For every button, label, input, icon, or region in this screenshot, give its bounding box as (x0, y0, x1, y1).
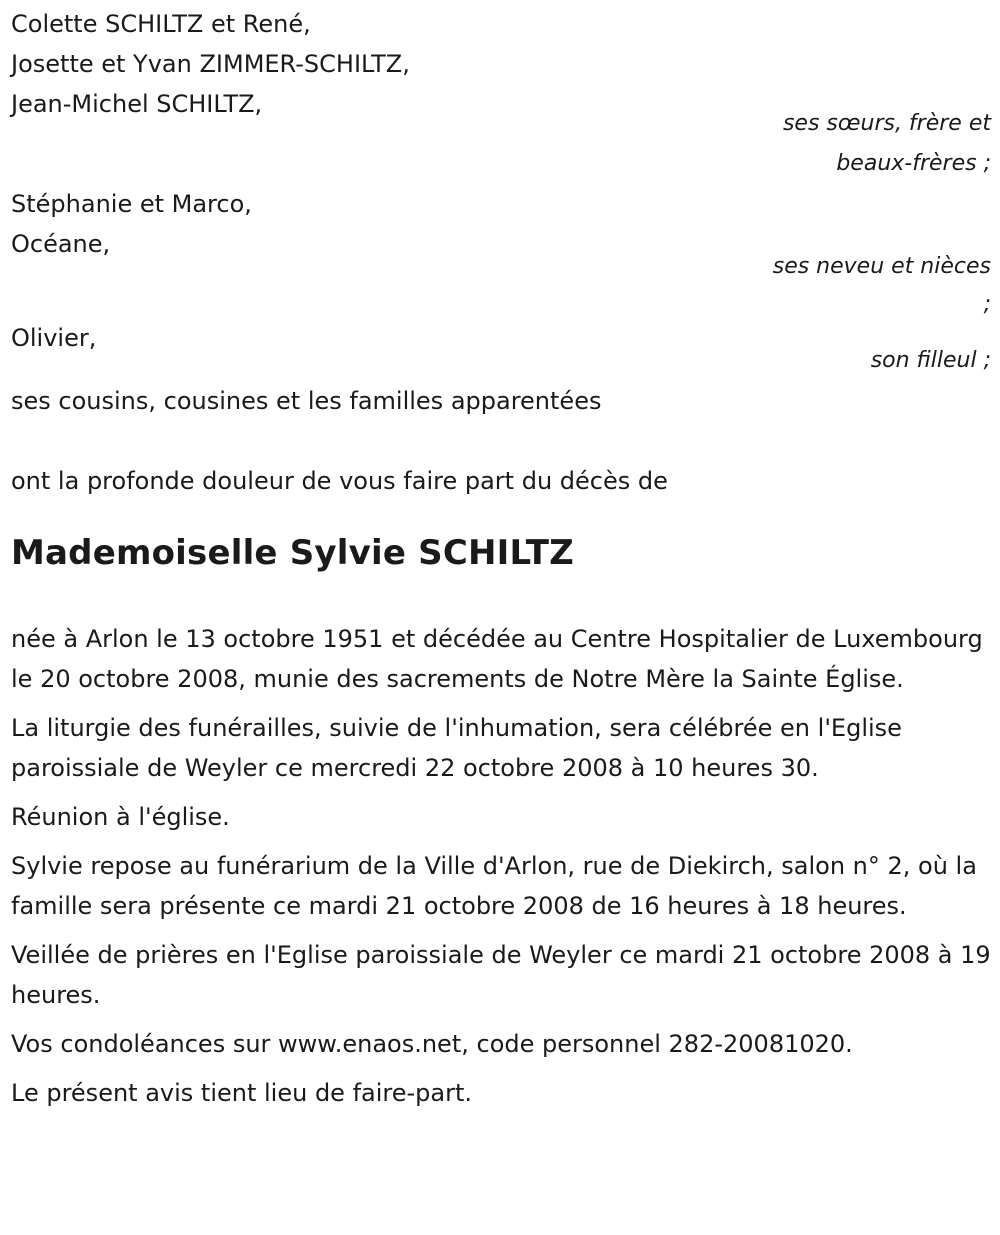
relation-label: beaux-frères ; (836, 151, 991, 176)
deceased-name: Mademoiselle Sylvie SCHILTZ (11, 533, 574, 573)
relation-label: son filleul ; (870, 348, 991, 373)
closing-paragraph: Le présent avis tient lieu de faire-part. (11, 1079, 473, 1107)
relation-label: ses sœurs, frère et (782, 111, 991, 136)
death-notice (11, 4, 991, 1113)
birth-death-paragraph: née à Arlon le 13 octobre 1951 et décédée au Centre Hospitalier de Luxembourg le 20 octobre 2008, munie des sacrements de Notre Mère la Sainte Église. (11, 625, 983, 693)
family-member-line: Olivier, (11, 324, 97, 352)
relation-label: ses neveu et nièces (772, 254, 991, 279)
family-member-line: Josette et Yvan ZIMMER-SCHILTZ, (11, 50, 410, 78)
family-member-line: ses cousins, cousines et les familles apparentées (11, 387, 602, 415)
funeral-paragraph: La liturgie des funérailles, suivie de l'inhumation, sera célébrée en l'Eglise paroissiale de Weyler ce mercredi 22 octobre 2008 à 10 heures 30. (11, 714, 902, 782)
relation-label: ; (983, 292, 991, 317)
funerarium-paragraph: Sylvie repose au funérarium de la Ville d'Arlon, rue de Diekirch, salon n° 2, où la famille sera présente ce mardi 21 octobre 2008 de 16 heures à 18 heures. (11, 852, 977, 920)
vigil-paragraph: Veillée de prières en l'Eglise paroissiale de Weyler ce mardi 21 octobre 2008 à 19 heures. (11, 941, 991, 1009)
family-member-line: Océane, (11, 230, 111, 258)
family-member-line: Colette SCHILTZ et René, (11, 10, 311, 38)
family-member-line: Stéphanie et Marco, (11, 190, 252, 218)
notice-body (11, 619, 991, 1113)
condolences-paragraph: Vos condoléances sur www.enaos.net, code personnel 282-20081020. (11, 1030, 853, 1058)
family-list (11, 4, 991, 421)
meeting-paragraph: Réunion à l'église. (11, 803, 230, 831)
family-member-line: Jean-Michel SCHILTZ, (11, 90, 263, 118)
announcement-text: ont la profonde douleur de vous faire part du décès de (11, 467, 668, 495)
